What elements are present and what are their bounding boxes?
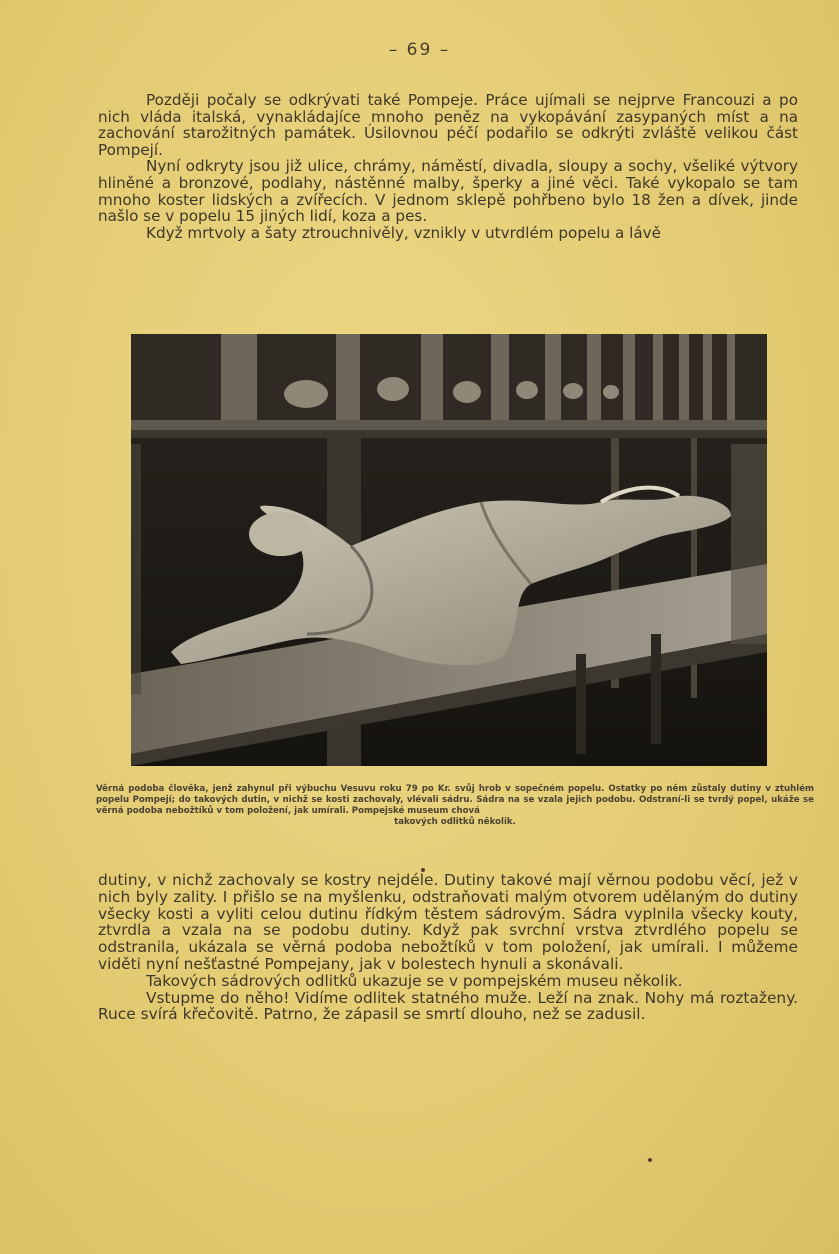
body-cast-illustration [131,334,767,766]
paragraph-4: dutiny, v nichž zachovaly se kostry nejdéle. Dutiny takové mají věrnou podobu věcí, jež v nich byly zality. I přišlo se na myšlenku, odstraňovati malým otvorem udělaným do dutiny všecky kosti a vyliti celou dutinu řídkým těstem sádrovým. Sádra vyplnila všecky kouty, ztvrdla a vzala na se podobu dutiny. Když pak svrchní vrstva ztvrdlého popelu se odstranila, ukázala se věrná podoba nebožtíků v tom položení, jak umírali. I můžeme viděti nyní nešťastné Pompejany, jak v bolestech hynuli a skonávali. [98,871,798,973]
museum-photo [131,334,767,766]
paragraph-6: Vstupme do něho! Vidíme odlitek statného muže. Leží na znak. Nohy má roztaženy. Ruce svírá křečovitě. Patrno, že zápasil se smrtí dlouho, než se zadusil. [98,988,798,1024]
paragraph-3: Když mrtvoly a šaty ztrouchnivěly, vznikly v utvrdlém popelu a lávě [146,223,661,242]
paragraph-2: Nyní odkryty jsou již ulice, chrámy, náměstí, divadla, sloupy a sochy, všeliké výtvory hliněné a bronzové, podlahy, nástěnné malby, šperky a jiné věci. Také vykopalo se tam mnoho koster lidských a zvířecích. V jednom sklepě pohřbeno bylo 18 žen a dívek, jinde našlo se v popelu 15 jiných lidí, koza a pes. [98,157,798,226]
paragraph-5: Takových sádrových odlitků ukazuje se v pompejském museu několik. [146,971,683,990]
caption-text: Věrná podoba člověka, jenž zahynul při výbuchu Vesuvu roku 79 po Kr. svůj hrob v sopečném popelu. Ostatky po něm zůstaly dutiny v ztuhlém popelu Pompejí; do takových dutin, v nichž se kosti zachovaly, vlévali sádru. Sádra na se vzala jejich podobu. Odstraní-li se tvrdý popel, ukáže se věrná podoba nebožtíků v tom položení, jak umírali. Pompejské museum chová [96,784,814,816]
paragraph-1: Později počaly se odkrývati také Pompeje. Práce ujímali se nejprve Francouzi a po nich vláda italská, vynakládajíce mnoho peněz na vykopávání zasypaných míst a na zachování starožitných památek. Úsilovnou péčí podařilo se odkrýti zvláště velikou část Pompejí. [98,91,798,159]
caption-end: takových odlitků několik. [394,817,516,827]
photo-caption [96,784,814,828]
top-text-block [98,92,798,241]
ink-dot [648,1158,652,1162]
bottom-text-block [98,872,798,1023]
page-number: – 69 – [388,40,451,60]
